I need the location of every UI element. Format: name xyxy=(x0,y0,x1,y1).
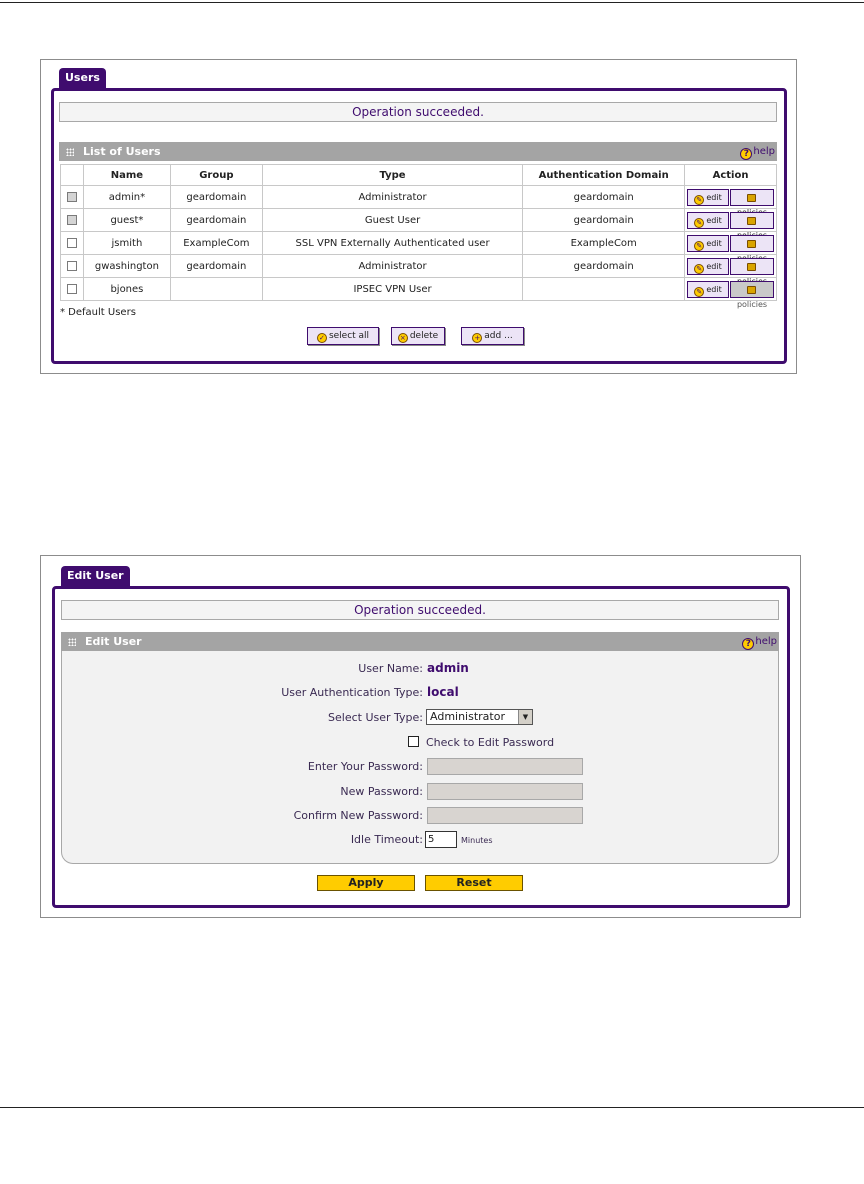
confirm-password-label: Confirm New Password: xyxy=(293,809,423,822)
row-select-cell xyxy=(61,232,84,255)
edit-status-message: Operation succeeded. xyxy=(61,600,779,620)
cell-type: Guest User xyxy=(262,209,522,232)
chevron-down-icon[interactable]: ▼ xyxy=(518,710,532,724)
row-checkbox[interactable] xyxy=(67,284,77,294)
row-checkbox xyxy=(67,192,77,202)
pencil-icon: ✎ xyxy=(694,241,704,251)
edit-button[interactable] xyxy=(687,189,729,206)
cell-domain: geardomain xyxy=(523,209,685,232)
column-header-domain: Authentication Domain xyxy=(523,165,685,186)
auth-type-label: User Authentication Type: xyxy=(281,686,423,699)
edit-button[interactable] xyxy=(687,212,729,229)
users-table-header xyxy=(61,165,777,186)
delete-icon: × xyxy=(398,333,408,343)
user-type-select[interactable] xyxy=(426,709,533,725)
policies-button xyxy=(730,281,774,309)
cell-group: geardomain xyxy=(170,255,262,278)
auth-type-value: local xyxy=(427,685,459,699)
edit-user-tab[interactable]: Edit User xyxy=(61,566,130,586)
cell-domain: ExampleCom xyxy=(523,232,685,255)
help-icon: ? xyxy=(740,148,752,160)
enter-password-label: Enter Your Password: xyxy=(307,760,423,773)
row-checkbox[interactable] xyxy=(67,238,77,248)
list-icon xyxy=(747,240,756,248)
row-select-cell xyxy=(61,209,84,232)
row-select-cell xyxy=(61,255,84,278)
grip-icon xyxy=(68,638,76,646)
users-tab[interactable]: Users xyxy=(59,68,106,88)
edit-password-label: Check to Edit Password xyxy=(426,736,555,749)
edit-button[interactable] xyxy=(687,281,729,298)
column-header-group: Group xyxy=(170,165,262,186)
cell-group xyxy=(170,278,262,301)
cell-group: ExampleCom xyxy=(170,232,262,255)
users-help-link[interactable] xyxy=(740,142,775,161)
idle-timeout-input[interactable]: 5 xyxy=(425,831,457,848)
cell-action xyxy=(685,232,777,255)
policies-label: policies xyxy=(736,299,768,309)
top-rule xyxy=(0,2,864,3)
enter-password-field[interactable] xyxy=(427,758,583,775)
edit-label: edit xyxy=(706,192,722,202)
table-row xyxy=(61,255,777,278)
policies-button[interactable] xyxy=(730,189,774,206)
user-name-value: admin xyxy=(427,661,469,675)
bottom-rule xyxy=(0,1107,864,1108)
column-header-action: Action xyxy=(685,165,777,186)
row-checkbox[interactable] xyxy=(67,261,77,271)
users-section-header xyxy=(59,142,777,161)
cell-type: Administrator xyxy=(262,255,522,278)
pencil-icon: ✎ xyxy=(694,218,704,228)
confirm-password-field[interactable] xyxy=(427,807,583,824)
new-password-field[interactable] xyxy=(427,783,583,800)
cell-name: admin* xyxy=(83,186,170,209)
cell-type: SSL VPN Externally Authenticated user xyxy=(262,232,522,255)
list-icon xyxy=(747,217,756,225)
policies-button[interactable] xyxy=(730,258,774,275)
check-icon: ✓ xyxy=(317,333,327,343)
edit-help-link[interactable] xyxy=(742,632,777,651)
column-header-name: Name xyxy=(83,165,170,186)
edit-section-header xyxy=(61,632,779,651)
add-button[interactable] xyxy=(461,327,524,345)
new-password-label: New Password: xyxy=(340,785,423,798)
pencil-icon: ✎ xyxy=(694,264,704,274)
list-icon xyxy=(747,263,756,271)
edit-label: edit xyxy=(706,284,722,294)
edit-label: edit xyxy=(706,238,722,248)
table-row xyxy=(61,209,777,232)
edit-help-label: help xyxy=(755,636,777,647)
reset-button[interactable]: Reset xyxy=(425,875,523,891)
cell-action xyxy=(685,255,777,278)
list-icon xyxy=(747,194,756,202)
row-checkbox xyxy=(67,215,77,225)
cell-name: bjones xyxy=(83,278,170,301)
idle-timeout-unit: Minutes xyxy=(461,836,493,845)
table-row xyxy=(61,186,777,209)
cell-group: geardomain xyxy=(170,209,262,232)
idle-timeout-label: Idle Timeout: xyxy=(350,833,423,846)
user-name-label: User Name: xyxy=(358,662,423,675)
cell-domain: geardomain xyxy=(523,186,685,209)
policies-button[interactable] xyxy=(730,212,774,229)
table-row xyxy=(61,278,777,301)
delete-button[interactable] xyxy=(391,327,445,345)
select-user-type-label: Select User Type: xyxy=(328,711,423,724)
select-all-button[interactable] xyxy=(307,327,379,345)
cell-group: geardomain xyxy=(170,186,262,209)
select-all-label: select all xyxy=(328,331,370,341)
apply-button[interactable]: Apply xyxy=(317,875,415,891)
cell-name: jsmith xyxy=(83,232,170,255)
edit-button[interactable] xyxy=(687,258,729,275)
cell-type: Administrator xyxy=(262,186,522,209)
delete-label: delete xyxy=(409,331,439,341)
row-select-cell xyxy=(61,186,84,209)
row-select-cell xyxy=(61,278,84,301)
cell-name: gwashington xyxy=(83,255,170,278)
edit-section-title: Edit User xyxy=(85,635,142,648)
cell-action xyxy=(685,209,777,232)
user-type-selected-value: Administrator xyxy=(430,710,505,723)
users-screenshot-frame xyxy=(40,59,797,374)
select-column-header xyxy=(61,165,84,186)
edit-label: edit xyxy=(706,215,722,225)
edit-button[interactable] xyxy=(687,235,729,252)
default-users-note: * Default Users xyxy=(60,307,136,318)
help-icon: ? xyxy=(742,638,754,650)
users-status-message: Operation succeeded. xyxy=(59,102,777,122)
column-header-type: Type xyxy=(262,165,522,186)
policies-button[interactable] xyxy=(730,235,774,252)
users-help-label: help xyxy=(753,146,775,157)
add-icon: + xyxy=(472,333,482,343)
pencil-icon: ✎ xyxy=(694,195,704,205)
cell-type: IPSEC VPN User xyxy=(262,278,522,301)
edit-password-checkbox[interactable] xyxy=(408,736,419,747)
edit-user-screenshot-frame xyxy=(40,555,801,918)
users-table xyxy=(60,164,777,309)
grip-icon xyxy=(66,148,74,156)
pencil-icon: ✎ xyxy=(694,287,704,297)
cell-name: guest* xyxy=(83,209,170,232)
edit-label: edit xyxy=(706,261,722,271)
cell-domain: geardomain xyxy=(523,255,685,278)
cell-action xyxy=(685,186,777,209)
table-row xyxy=(61,232,777,255)
list-icon xyxy=(747,286,756,294)
add-label: add ... xyxy=(484,331,513,341)
users-section-title: List of Users xyxy=(83,145,161,158)
cell-domain xyxy=(523,278,685,301)
cell-action xyxy=(685,278,777,309)
